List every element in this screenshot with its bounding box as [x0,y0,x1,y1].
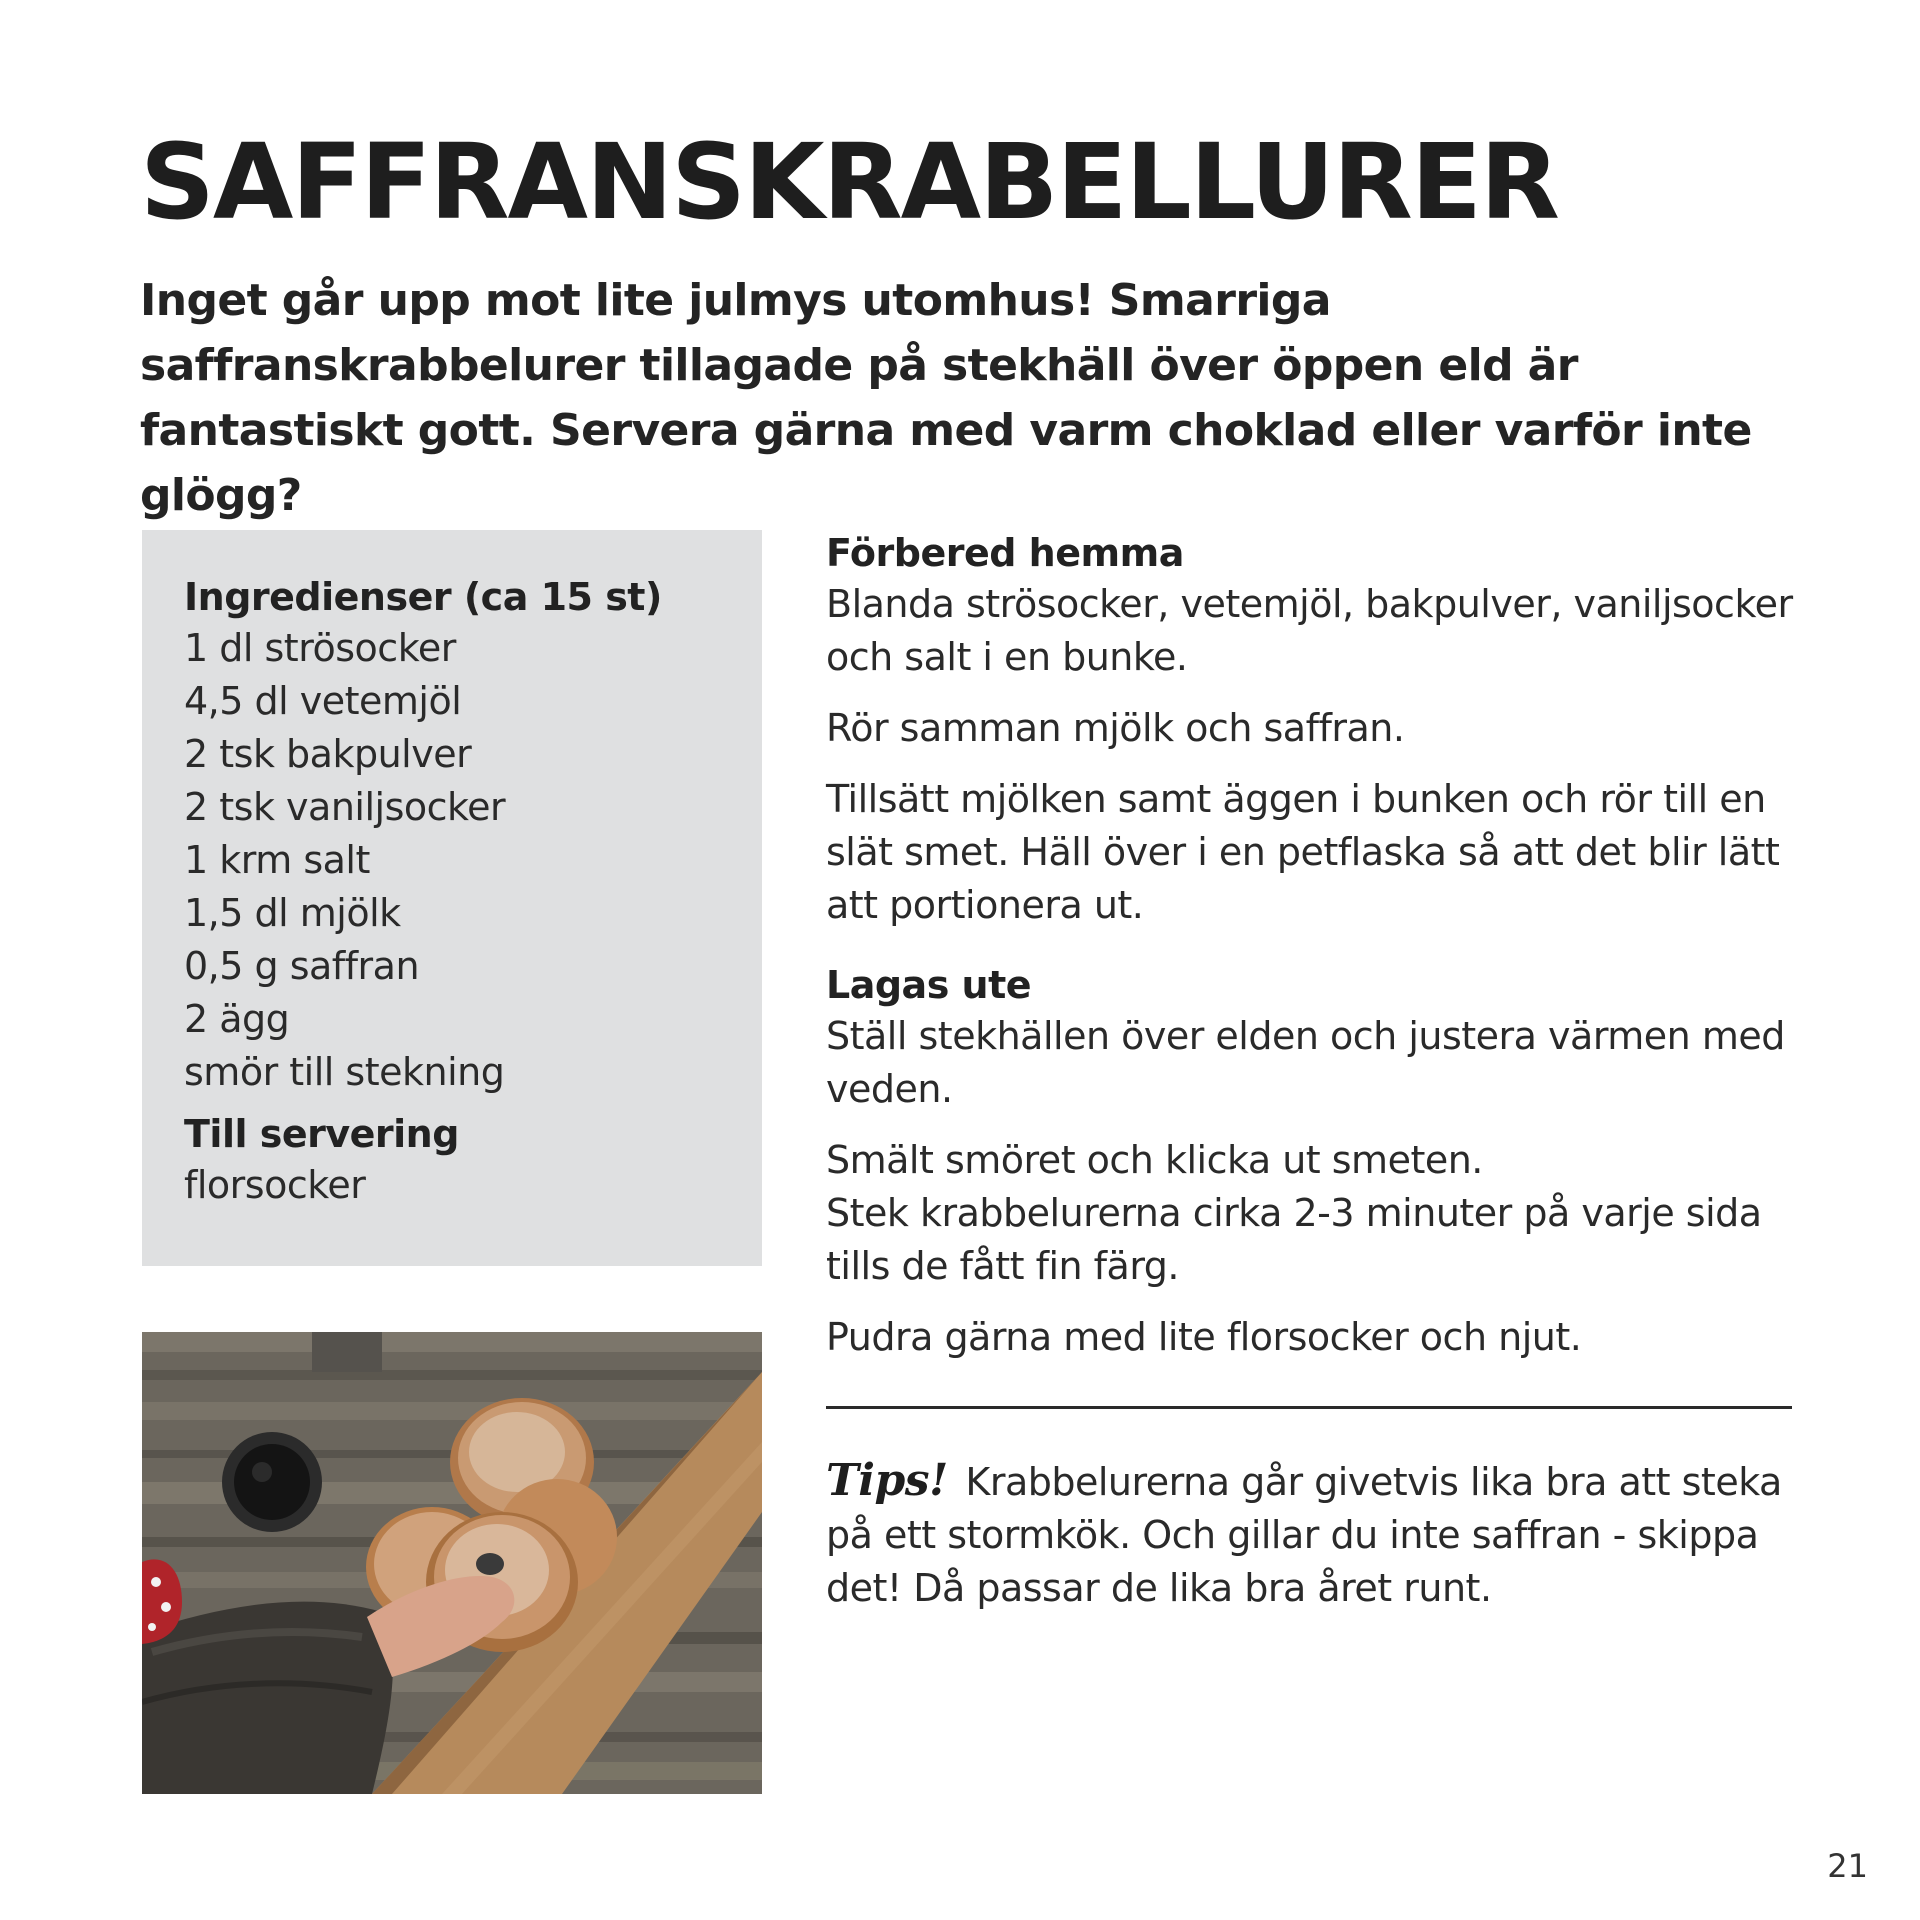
cook-step: Smält smöret och klicka ut smeten. Stek krabbelurerna cirka 2-3 minuter på varje sida tills de fått fin färg. [826,1138,1762,1288]
recipe-title: SAFFRANSKRABELLURER [140,121,1558,243]
tips-paragraph [826,1454,1806,1615]
cook-step: Ställ stekhällen över elden och justera värmen med veden. [826,1014,1785,1111]
page-number: 21 [1827,1847,1868,1885]
ingredient-item: 2 ägg [184,997,290,1041]
ingredients-list [184,622,762,1099]
prepare-step: Tillsätt mjölken samt äggen i bunken och rör till en slät smet. Häll över i en petflaska så att det blir lätt att portionera ut. [826,777,1780,927]
method-column [826,528,1806,1382]
prepare-step: Rör samman mjölk och saffran. [826,706,1405,750]
ingredient-item: smör till stekning [184,1050,505,1094]
pancakes-photo-illustration [142,1332,762,1794]
prepare-step: Blanda strösocker, vetemjöl, bakpulver, vaniljsocker och salt i en bunke. [826,582,1793,679]
tips-label: Tips! [826,1455,948,1506]
cook-step: Pudra gärna med lite florsocker och njut. [826,1315,1582,1359]
divider-line [826,1406,1792,1409]
prepare-home-heading: Förbered hemma [826,531,1184,575]
serving-item: florsocker [184,1163,366,1207]
ingredient-item: 2 tsk vaniljsocker [184,785,506,829]
recipe-photo [142,1332,762,1794]
ingredients-heading: Ingredienser (ca 15 st) [184,575,662,619]
ingredient-item: 1 krm salt [184,838,370,882]
ingredient-item: 1 dl strösocker [184,626,456,670]
tips-text: Krabbelurerna går givetvis lika bra att steka på ett stormkök. Och gillar du inte saffran - skippa det! Då passar de lika bra året runt. [826,1460,1782,1610]
ingredients-box [142,530,762,1266]
cook-outside-heading: Lagas ute [826,963,1032,1007]
ingredient-item: 0,5 g saffran [184,944,420,988]
ingredient-item: 2 tsk bakpulver [184,732,472,776]
serving-heading: Till servering [184,1112,459,1156]
ingredient-item: 1,5 dl mjölk [184,891,401,935]
recipe-intro: Inget går upp mot lite julmys utomhus! Smarriga saffranskrabbelurer tillagade på stekhäll över öppen eld är fantastiskt gott. Servera gärna med varm choklad eller varför inte glögg? [140,275,1752,521]
ingredient-item: 4,5 dl vetemjöl [184,679,462,723]
